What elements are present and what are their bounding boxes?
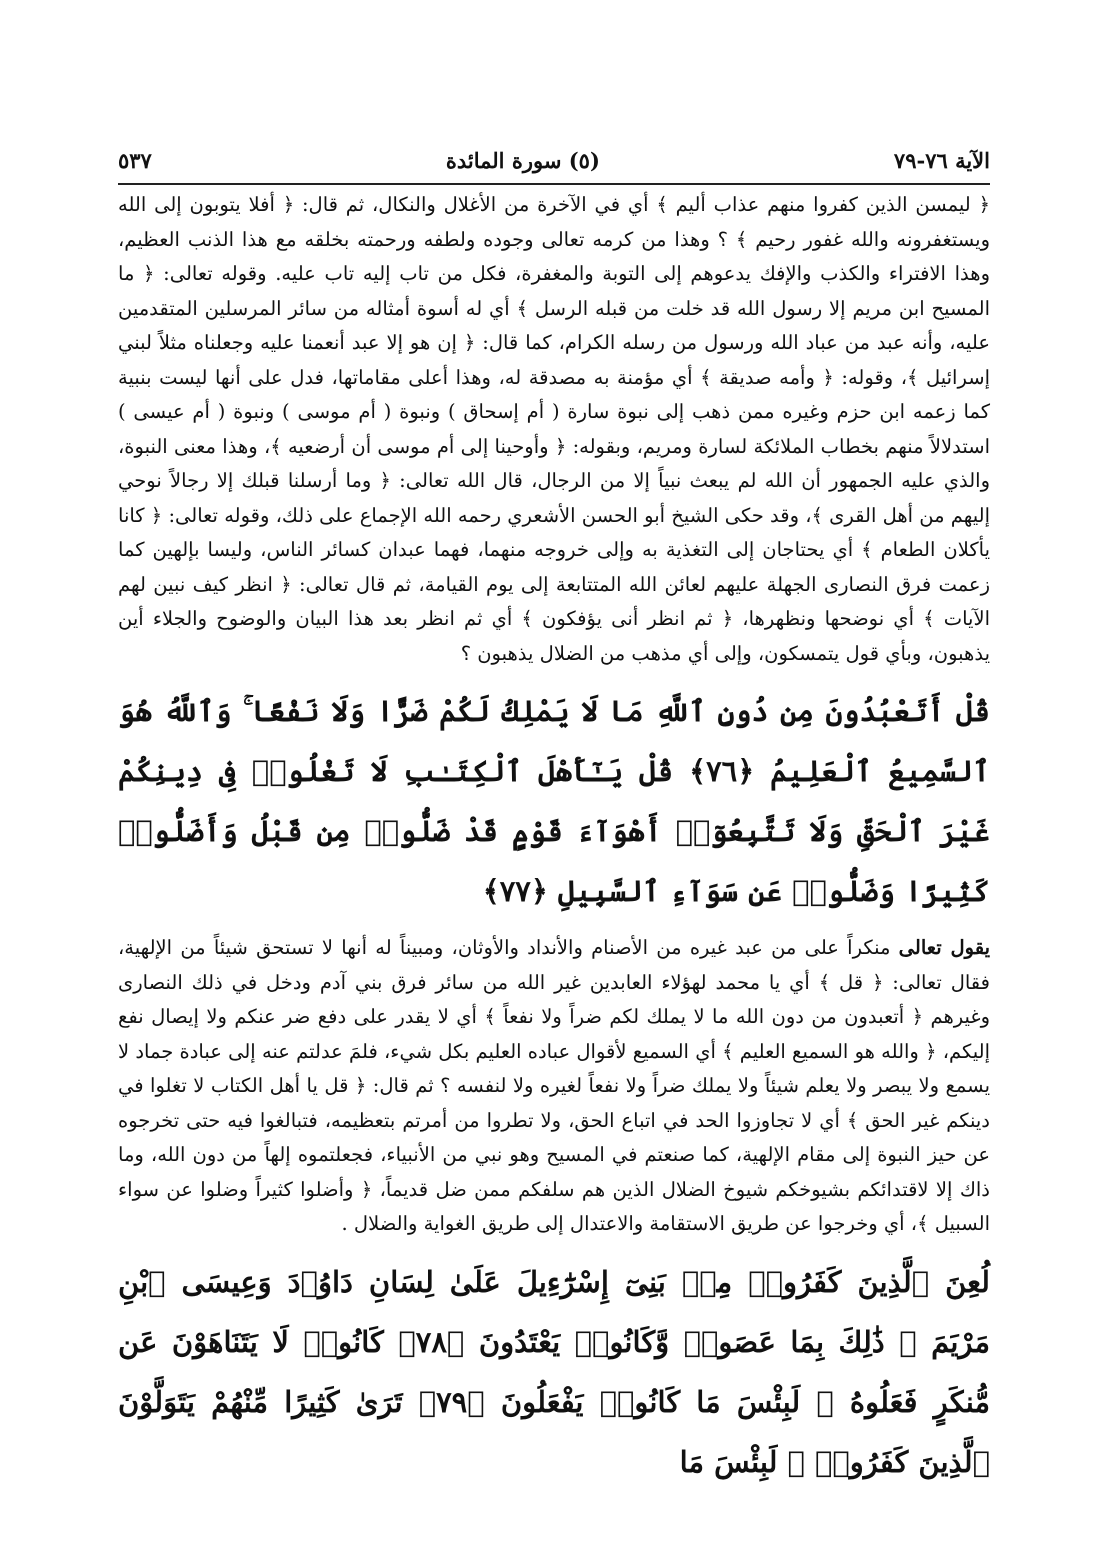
page-header: [118, 140, 990, 180]
ayah-range: الآية ٧٦-٧٩: [893, 147, 990, 173]
header-divider: [118, 183, 990, 185]
page-number: ٥٣٧: [118, 147, 152, 173]
quran-verses-78-80: لُعِنَ ٱلَّذِينَ كَفَرُوا۟ مِنۢ بَنِىٓ إِسْرَٰٓءِيلَ عَلَىٰ لِسَانِ دَاوُۥدَ وَعِيسَى ٱبْنِ مَرْيَمَ ۚ ذَٰلِكَ بِمَا عَصَوا۟ وَّكَانُوا۟ يَعْتَدُونَ ﴿٧٨﴾ كَانُوا۟ لَا يَتَنَاهَوْنَ عَن مُّنكَرٍ فَعَلُوهُ ۚ لَبِئْسَ مَا كَانُوا۟ يَفْعَلُونَ ﴿٧٩﴾ تَرَىٰ كَثِيرًا مِّنْهُمْ يَتَوَلَّوْنَ ٱلَّذِينَ كَفَرُوا۟ ۚ لَبِئْسَ مَا: [118, 1265, 991, 1479]
commentary-paragraph-1: ﴿ ليمسن الذين كفروا منهم عذاب أليم ﴾ أي في الآخرة من الأغلال والنكال، ثم قال: ﴿ أفلا يتوبون إلى الله ويستغفرونه والله غفور رحيم ﴾ ؟ وهذا من كرمه تعالى وجوده ولطفه ورحمته بخلقه مع هذا الذنب العظيم، وهذا الافتراء والكذب والإفك يدعوهم إلى التوبة والمغفرة، فكل من تاب إليه تاب عليه. وقوله تعالى: ﴿ ما المسيح ابن مريم إلا رسول الله قد خلت من قبله الرسل ﴾ أي له أسوة أمثاله من سائر المرسلين المتقدمين عليه، وأنه عبد من عباد الله ورسول من رسله الكرام، كما قال: ﴿ إن هو إلا عبد أنعمنا عليه وجعلناه مثلاً لبني إسرائيل ﴾، وقوله: ﴿ وأمه صديقة ﴾ أي مؤمنة به مصدقة له، وهذا أعلى مقاماتها، فدل على أنها ليست بنبية كما زعمه ابن حزم وغيره ممن ذهب إلى نبوة سارة ( أم إسحاق ) ونبوة ( أم موسى ) ونبوة ( أم عيسى ) استدلالاً منهم بخطاب الملائكة لسارة ومريم، وبقوله: ﴿ وأوحينا إلى أم موسى أن أرضعيه ﴾، وهذا معنى النبوة، والذي عليه الجمهور أن الله لم يبعث نبياً إلا من الرجال، قال الله تعالى: ﴿ وما أرسلنا قبلك إلا رجالاً نوحي إليهم من أهل القرى ﴾، وقد حكى الشيخ أبو الحسن الأشعري رحمه الله الإجماع على ذلك، وقوله تعالى: ﴿ كانا يأكلان الطعام ﴾ أي يحتاجان إلى التغذية به وإلى خروجه منهما، فهما عبدان كسائر الناس، وليسا بإلهين كما زعمت فرق النصارى الجهلة عليهم لعائن الله المتتابعة إلى يوم القيامة، ثم قال تعالى: ﴿ انظر كيف نبين لهم الآيات ﴾ أي نوضحها ونظهرها، ﴿ ثم انظر أنى يؤفكون ﴾ أي ثم انظر بعد هذا البيان والوضوح والجلاء أين يذهبون، وبأي قول يتمسكون، وإلى أي مذهب من الضلال يذهبون ؟: [118, 193, 990, 665]
paragraph-lead: يقول تعالى: [898, 936, 990, 959]
commentary-paragraph-2: [118, 931, 990, 1242]
paragraph-body: منكراً على من عبد غيره من الأصنام والأنداد والأوثان، ومبيناً له أنها لا تستحق شيئاً من الإلهية، فقال تعالى: ﴿ قل ﴾ أي يا محمد لهؤلاء العابدين غير الله من سائر فرق بني آدم ودخل في ذلك النصارى وغيرهم ﴿ أتعبدون من دون الله ما لا يملك لكم ضراً ولا نفعاً ﴾ أي لا يقدر على دفع ضر عنكم ولا إيصال نفع إليكم، ﴿ والله هو السميع العليم ﴾ أي السميع لأقوال عباده العليم بكل شيء، فلمَ عدلتم عنه إلى عبادة جماد لا يسمع ولا يبصر ولا يعلم شيئاً ولا يملك ضراً ولا نفعاً لغيره ولا لنفسه ؟ ثم قال: ﴿ قل يا أهل الكتاب لا تغلوا في دينكم غير الحق ﴾ أي لا تجاوزوا الحد في اتباع الحق، ولا تطروا من أمرتم بتعظيمه، فتبالغوا فيه حتى تخرجوه عن حيز النبوة إلى مقام الإلهية، كما صنعتم في المسيح وهو نبي من الأنبياء، فجعلتموه إلهاً من دون الله، وما ذاك إلا لاقتدائكم بشيوخكم شيوخ الضلال الذين هم سلفكم ممن ضل قديماً، ﴿ وأضلوا كثيراً وضلوا عن سواء السبيل ﴾، أي وخرجوا عن طريق الاستقامة والاعتدال إلى طريق الغواية والضلال .: [118, 936, 990, 1235]
quran-verses-76-77: قُلْ أَتَعْبُدُونَ مِن دُونِ ٱللَّهِ مَا لَا يَمْلِكُ لَكُمْ ضَرًّا وَلَا نَفْعًا ۚ وَٱللَّهُ هُوَ ٱلسَّمِيعُ ٱلْعَلِيمُ ﴿٧٦﴾ قُلْ يَـٰٓأَهْلَ ٱلْكِتَـٰبِ لَا تَغْلُوا۟ فِى دِينِكُمْ غَيْرَ ٱلْحَقِّ وَلَا تَتَّبِعُوٓا۟ أَهْوَآءَ قَوْمٍ قَدْ ضَلُّوا۟ مِن قَبْلُ وَأَضَلُّوا۟ كَثِيرًا وَضَلُّوا۟ عَن سَوَآءِ ٱلسَّبِيلِ ﴿٧٧﴾: [118, 694, 991, 908]
surah-title: (٥) سورة المائدة: [445, 147, 600, 173]
